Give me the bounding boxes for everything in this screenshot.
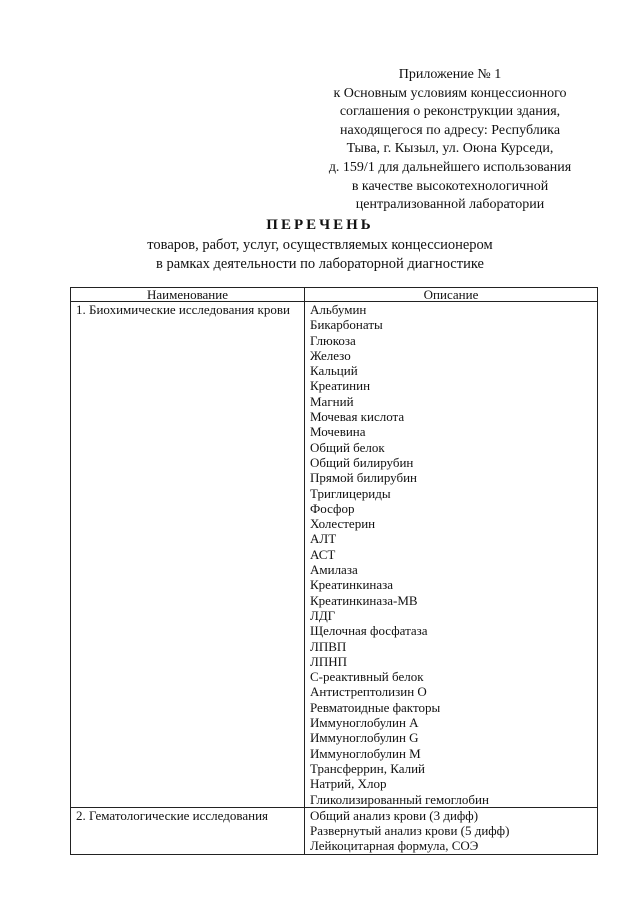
appendix-line: в качестве высокотехнологичной [351,178,549,194]
description-item: Общий белок [310,439,385,455]
description-item: Кальций [310,363,358,379]
description-cell [305,807,598,854]
appendix-line: соглашения о реконструкции здания, [339,104,561,120]
description-item: Натрий, Хлор [310,776,387,792]
description-item: Креатинин [310,378,371,394]
column-header-description: Описание [305,288,598,302]
appendix-line: находящегося по адресу: Республика [339,122,561,138]
description-item: Креатинкиназа-МВ [310,592,418,608]
description-item: Антистрептолизин О [310,684,427,700]
table-row [71,302,598,808]
description-item: Альбумин [310,302,367,317]
description-item: Общий билирубин [310,454,414,470]
description-item: Гликолизированный гемоглобин [310,791,489,807]
subtitle-line: товаров, работ, услуг, осуществляемых концессионером [147,237,493,253]
description-item: Иммуноглобулин G [310,730,419,746]
description-item: С-реактивный белок [310,669,424,685]
description-item: ЛДГ [310,607,336,623]
services-table [70,287,598,855]
description-item: Глюкоза [310,332,356,348]
description-item: АСТ [310,546,336,562]
description-item: Мочевина [310,424,366,440]
appendix-line: централизованной лаборатории [355,197,545,213]
description-item: Ревматоидные факторы [310,699,441,715]
category-cell: 1. Биохимические исследования крови [71,302,305,808]
description-item: ЛПВП [310,638,347,654]
subtitle-line: в рамках деятельности по лабораторной диагностике [156,255,484,272]
description-cell [305,302,598,808]
appendix-line: Приложение № 1 [398,67,502,82]
column-header-name: Наименование [71,288,305,302]
description-item: Мочевая кислота [310,409,405,425]
category-cell: 2. Гематологические исследования [71,807,305,854]
description-item: Триглицериды [310,485,391,501]
appendix-line: Тыва, г. Кызыл, ул. Оюна Курседи, [346,141,554,157]
description-item: Лейкоцитарная формула, СОЭ [310,838,479,854]
description-item: Магний [310,393,354,409]
description-item: Бикарбонаты [310,317,383,333]
description-item: Общий анализ крови (3 дифф) [310,807,479,823]
description-item: Железо [310,347,351,363]
appendix-line: к Основным условиям концессионного [333,85,567,101]
description-item: Фосфор [310,500,355,516]
description-item: Трансферрин, Калий [310,760,425,776]
table-header-row [71,288,598,302]
table-row [71,807,598,854]
document-subtitle [0,236,640,273]
description-item: Развернутый анализ крови (5 дифф) [310,823,510,839]
description-item: Амилаза [310,562,358,578]
description-item: Иммуноглобулин М [310,745,421,761]
description-item: Щелочная фосфатаза [310,623,428,639]
description-item: АЛТ [310,531,337,547]
appendix-block [300,66,600,215]
description-item: Прямой билирубин [310,470,418,486]
appendix-line: д. 159/1 для дальнейшего использования [328,159,572,175]
description-item: Иммуноглобулин А [310,715,419,731]
document-title: ПЕРЕЧЕНЬ [266,217,374,233]
table-body [71,302,598,855]
description-item: ЛПНП [310,653,347,669]
description-item: Креатинкиназа [310,577,394,593]
description-item: Холестерин [310,516,376,532]
